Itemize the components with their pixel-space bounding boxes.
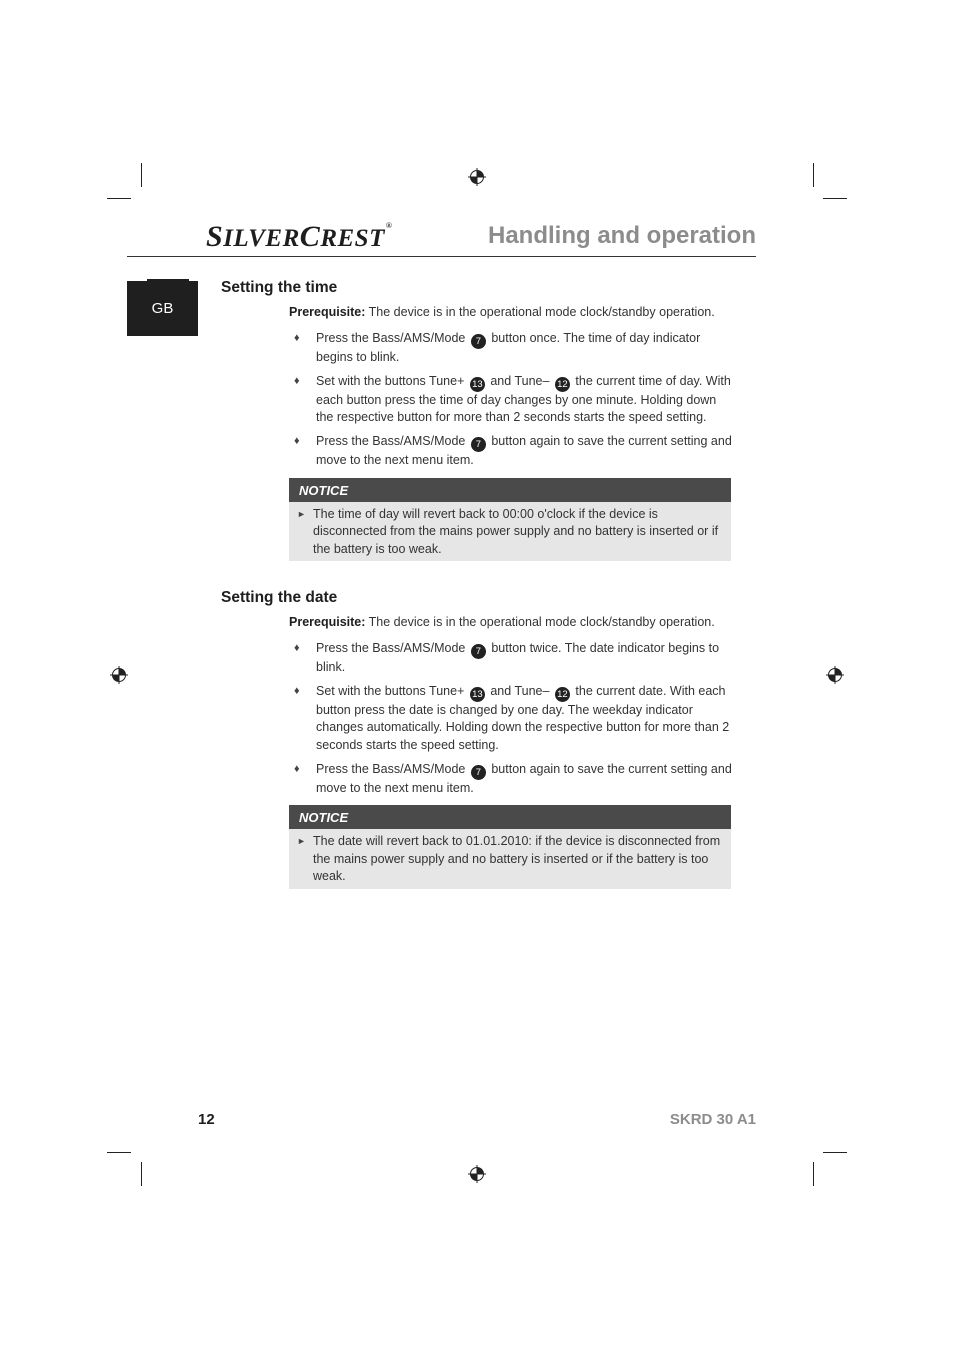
- number-badge: 13: [470, 377, 485, 392]
- arrow-right-icon: ►: [297, 508, 306, 519]
- diamond-bullet-icon: ♦: [294, 641, 300, 654]
- steps-list: [289, 330, 733, 470]
- prerequisite: [289, 304, 733, 322]
- section-body: [289, 304, 733, 561]
- notice-box: [289, 478, 731, 562]
- crop-mark: [813, 163, 814, 187]
- section-heading: Setting the date: [221, 589, 338, 606]
- notice-box: [289, 805, 731, 889]
- number-badge: 12: [555, 377, 570, 392]
- crop-mark: [141, 1162, 142, 1186]
- crop-mark: [141, 163, 142, 187]
- brand-logo: SILVERCREST®: [206, 220, 393, 253]
- header-divider: [127, 256, 756, 257]
- list-item: ♦ Press the Bass/AMS/Mode 7 button again to save the current setting and move to the next menu item.: [294, 434, 732, 467]
- crop-mark: [107, 1152, 131, 1153]
- registration-mark-icon: [110, 666, 128, 684]
- section-body: [289, 614, 733, 889]
- section-heading: Setting the time: [221, 279, 338, 296]
- crop-mark: [823, 198, 847, 199]
- notice-text: The date will revert back to 01.01.2010: if the device is disconnected from the mains power supply and no battery is inserted or if the battery is too weak.: [313, 834, 721, 883]
- prerequisite-label: Prerequisite:: [289, 615, 366, 629]
- notice-text: The time of day will revert back to 00:00 o'clock if the device is disconnected from the mains power supply and no battery is inserted or if the battery is too weak.: [313, 506, 719, 556]
- diamond-bullet-icon: ♦: [294, 331, 300, 344]
- registration-mark-icon: [468, 168, 486, 186]
- steps-list: [289, 640, 733, 798]
- crop-mark: [813, 1162, 814, 1186]
- prerequisite-label: Prerequisite:: [289, 305, 366, 319]
- arrow-right-icon: ►: [297, 836, 306, 846]
- page-number: 12: [198, 1111, 215, 1128]
- registration-mark-icon: [468, 1165, 486, 1183]
- prerequisite-text: The device is in the operational mode clock/standby operation.: [365, 615, 715, 629]
- list-item: ♦ Press the Bass/AMS/Mode 7 button once. The time of day indicator begins to blink.: [294, 330, 701, 364]
- list-item: ♦ Set with the buttons Tune+ 13 and Tune– 12 the current date. With each button press the date is changed by one day. The weekday indicator changes automatically. Holding down the respective button for more than 2 seconds starts the speed setting.: [294, 683, 730, 752]
- diamond-bullet-icon: ♦: [294, 762, 300, 775]
- section-setting-date: [221, 589, 736, 889]
- section-setting-time: [221, 279, 736, 561]
- model-number: SKRD 30 A1: [669, 1111, 756, 1128]
- notice-title: NOTICE: [289, 805, 731, 829]
- registration-mark-icon: [826, 666, 844, 684]
- crop-mark: [107, 198, 131, 199]
- diamond-bullet-icon: ♦: [294, 374, 300, 387]
- number-badge: 12: [555, 687, 570, 702]
- page-title: Handling and operation: [488, 222, 756, 249]
- list-item: ♦ Set with the buttons Tune+ 13 and Tune– 12 the current time of day. With each button press the time of day changes by one minute. Holding down the respective button for more than 2 seconds starts the speed setting.: [294, 373, 731, 424]
- list-item: ♦ Press the Bass/AMS/Mode 7 button twice. The date indicator begins to blink.: [294, 640, 720, 674]
- notice-text-row: [289, 829, 731, 889]
- number-badge: 7: [471, 644, 486, 659]
- diamond-bullet-icon: ♦: [294, 435, 300, 447]
- crop-mark: [823, 1152, 847, 1153]
- number-badge: 13: [470, 687, 485, 702]
- diamond-bullet-icon: ♦: [294, 684, 300, 697]
- number-badge: 7: [471, 437, 486, 452]
- notice-text-row: [289, 502, 731, 562]
- number-badge: 7: [471, 334, 486, 349]
- number-badge: 7: [471, 765, 486, 780]
- list-item: ♦ Press the Bass/AMS/Mode 7 button again to save the current setting and move to the next menu item.: [294, 761, 732, 795]
- language-tab: GB: [127, 281, 198, 336]
- notice-title: NOTICE: [289, 478, 731, 502]
- prerequisite: [289, 614, 733, 632]
- prerequisite-text: The device is in the operational mode clock/standby operation.: [365, 305, 715, 319]
